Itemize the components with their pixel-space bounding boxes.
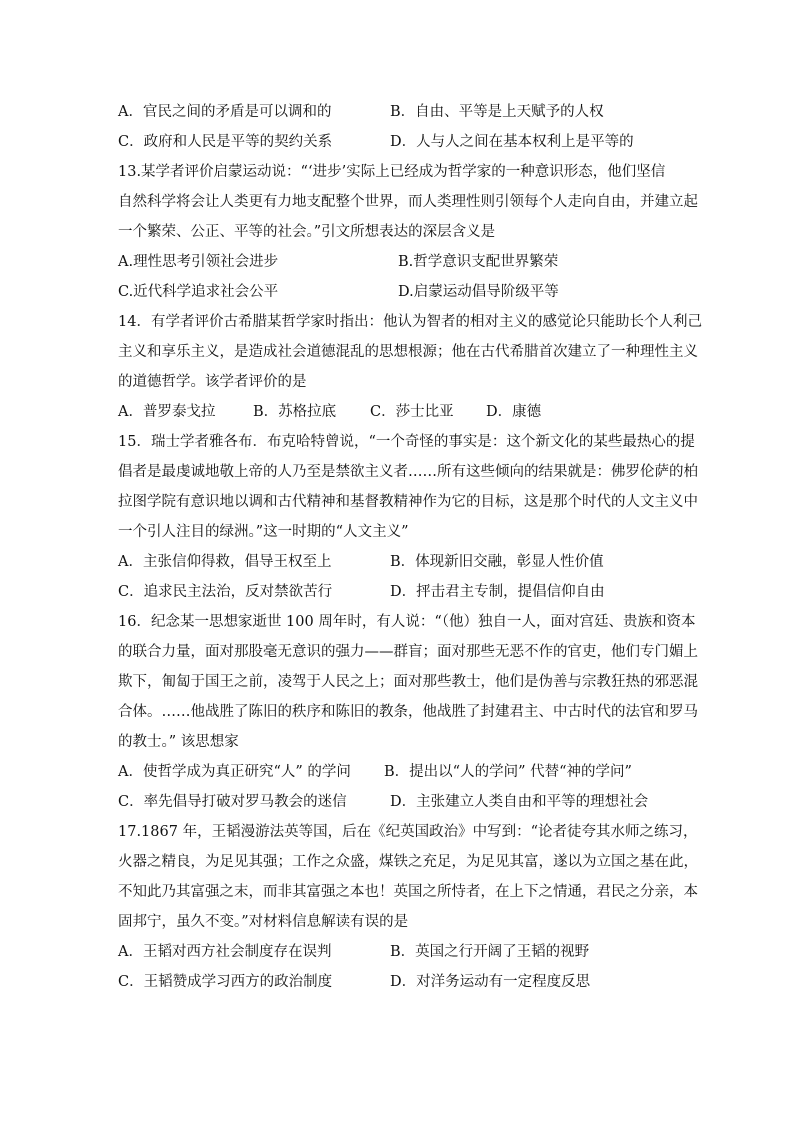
q16-option-d: D．主张建立人类自由和平等的理想社会	[390, 794, 649, 810]
exam-page	[118, 97, 702, 997]
q14-option-b: B．苏格拉底	[253, 404, 337, 420]
q17-stem-line-4: 固邦宁，虽久不变。”对材料信息解读有误的是	[118, 914, 409, 930]
q14-stem-line-3: 的道德哲学。该学者评价的是	[118, 374, 307, 390]
q15-stem-line-3: 拉图学院有意识地以调和古代精神和基督教精神作为它的目标，这是那个时代的人文主义中	[118, 494, 698, 510]
q12-option-b: B．自由、平等是上天赋予的人权	[390, 104, 604, 120]
q13-options-row-2	[118, 277, 678, 307]
q16-option-a: A．使哲学成为真正研究“人” 的学问	[118, 764, 351, 780]
q14-option-c: C．莎士比亚	[370, 404, 454, 420]
q17-stem-line-1: 17.1867 年，王韬漫游法英等国，后在《纪英国政治》中写到：“论者徒夸其水师之练习，	[118, 824, 698, 840]
q16-options-row-2	[118, 787, 678, 817]
q12-option-a: A．官民之间的矛盾是可以调和的	[118, 104, 332, 120]
q13-stem-line-1: 13.某学者评价启蒙运动说：“‘进步’实际上已经成为哲学家的一种意识形态，他们坚信	[118, 164, 666, 180]
q12-option-c: C．政府和人民是平等的契约关系	[118, 134, 333, 150]
q16-option-b: B．提出以“人的学问” 代替“神的学问”	[384, 764, 632, 780]
q14-option-a: A．普罗泰戈拉	[118, 404, 216, 420]
q13-option-b: B.哲学意识支配世界繁荣	[398, 254, 559, 270]
q16-stem-line-2: 的联合力量，面对那股毫无意识的强力——群盲；面对那些无恶不作的官吏，他们专门媚上	[118, 644, 698, 660]
q15-option-c: C．追求民主法治，反对禁欲苦行	[118, 584, 333, 600]
q15-stem-line-2: 倡者是最虔诚地敬上帝的人乃至是禁欲主义者……所有这些倾向的结果就是：佛罗伦萨的柏	[118, 464, 698, 480]
q14-stem-line-1: 14．有学者评价古希腊某哲学家时指出：他认为智者的相对主义的感觉论只能助长个人利己	[118, 314, 702, 330]
q16-stem-line-4: 合体。……他战胜了陈旧的秩序和陈旧的教条，他战胜了封建君主、中古时代的法官和罗马	[118, 704, 698, 720]
q15-stem-line-1: 15．瑞士学者雅各布．布克哈特曾说，“一个奇怪的事实是：这个新文化的某些最热心的提	[118, 434, 695, 450]
q16-stem-line-3: 欺下，匍匐于国王之前，凌驾于人民之上；面对那些教士，他们是伪善与宗教狂热的邪恶混	[118, 674, 698, 690]
q16-stem-line-1: 16．纪念某一思想家逝世 100 周年时，有人说：“（他）独自一人，面对宫廷、贵族和资本	[118, 614, 696, 630]
q13-stem-line-3: 一个繁荣、公正、平等的社会。”引文所想表达的深层含义是	[118, 224, 496, 240]
q17-option-b: B．英国之行开阔了王韬的视野	[390, 944, 590, 960]
q17-option-a: A．王韬对西方社会制度存在误判	[118, 944, 332, 960]
q12-options-row-2	[118, 127, 678, 157]
q16-stem-line-5: 的教士。” 该思想家	[118, 734, 239, 750]
q17-option-d: D．对洋务运动有一定程度反思	[390, 974, 591, 990]
q15-stem-line-4: 一个引人注目的绿洲。”这一时期的“人文主义”	[118, 524, 409, 540]
q14-option-d: D．康德	[486, 404, 542, 420]
q13-stem-line-2: 自然科学将会让人类更有力地支配整个世界，而人类理性则引领每个人走向自由，并建立起	[118, 194, 698, 210]
q16-option-c: C．率先倡导打破对罗马教会的迷信	[118, 794, 347, 810]
q12-options-row-1	[118, 97, 678, 127]
q14-options-row	[118, 397, 678, 427]
q17-options-row-1	[118, 937, 678, 967]
q17-stem-line-3: 不知此乃其富强之末，而非其富强之本也！英国之所恃者，在上下之情通，君民之分亲，本	[118, 884, 698, 900]
q14-stem-line-2: 主义和享乐主义，是造成社会道德混乱的思想根源；他在古代希腊首次建立了一种理性主义	[118, 344, 698, 360]
q13-option-d: D.启蒙运动倡导阶级平等	[398, 284, 559, 300]
q15-options-row-2	[118, 577, 678, 607]
q12-option-d: D．人与人之间在基本权利上是平等的	[390, 134, 634, 150]
q17-option-c: C．王韬赞成学习西方的政治制度	[118, 974, 333, 990]
q13-option-c: C.近代科学追求社会公平	[118, 284, 279, 300]
q17-stem-line-2: 火器之精良，为足见其强；工作之众盛，煤铁之充足，为足见其富，遂以为立国之基在此，	[118, 854, 698, 870]
q13-option-a: A.理性思考引领社会进步	[118, 254, 279, 270]
q15-option-b: B．体现新旧交融，彰显人性价值	[390, 554, 604, 570]
q17-options-row-2	[118, 967, 678, 997]
q15-option-d: D．抨击君主专制，提倡信仰自由	[390, 584, 605, 600]
q16-options-row-1	[118, 757, 678, 787]
q15-option-a: A．主张信仰得救，倡导王权至上	[118, 554, 332, 570]
q13-options-row-1	[118, 247, 678, 277]
q15-options-row-1	[118, 547, 678, 577]
